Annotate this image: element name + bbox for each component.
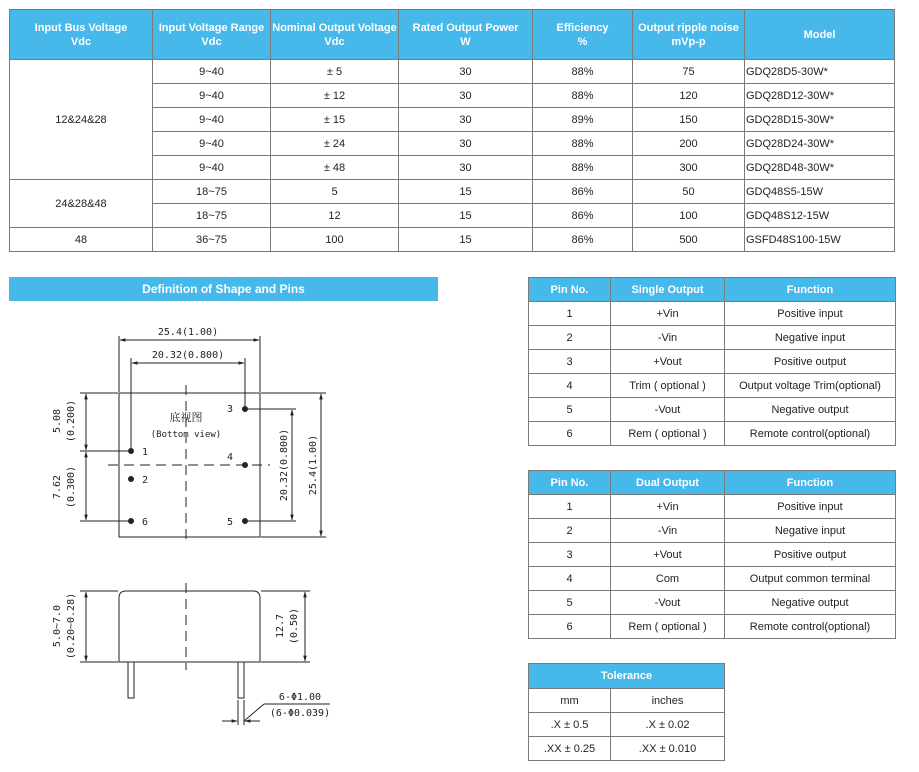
pin-label-1: 1 — [142, 447, 149, 458]
vout-cell: ± 5 — [271, 60, 399, 84]
ripple-cell: 300 — [633, 156, 745, 180]
power-cell: 15 — [399, 204, 533, 228]
table-row — [10, 60, 895, 84]
col-header-pin-no: Pin No. — [529, 471, 611, 495]
range-cell: 9~40 — [153, 156, 271, 180]
col-header-ripple — [633, 10, 745, 60]
pin-signal-cell: -Vout — [611, 398, 725, 422]
pin-signal-cell: Trim ( optional ) — [611, 374, 725, 398]
leader-line — [244, 704, 264, 721]
efficiency-cell: 86% — [533, 228, 633, 252]
model-cell: GDQ28D24-30W* — [745, 132, 895, 156]
table-row — [10, 228, 895, 252]
unit-header-mm: mm — [529, 689, 611, 713]
tolerance-in-cell: .X ± 0.02 — [611, 713, 725, 737]
model-cell: GDQ28D15-30W* — [745, 108, 895, 132]
table-row — [529, 713, 725, 737]
col-header-single-output: Single Output — [611, 278, 725, 302]
dim-left-top-in: (0.200) — [66, 399, 77, 443]
vout-cell: ± 48 — [271, 156, 399, 180]
table-row — [529, 422, 896, 446]
pin-function-cell: Positive input — [725, 302, 896, 326]
mechanical-drawing — [0, 300, 420, 772]
table-row — [529, 519, 896, 543]
col-header-nominal-output — [271, 10, 399, 60]
table-row — [529, 543, 896, 567]
header-line: Efficiency — [556, 21, 609, 34]
dim-side-left-mm: 5.0~7.0 — [52, 604, 63, 648]
pin-label-4: 4 — [227, 452, 234, 463]
table-row — [529, 591, 896, 615]
col-header-model — [745, 10, 895, 60]
pin-function-cell: Output voltage Trim(optional) — [725, 374, 896, 398]
col-header-input-bus — [10, 10, 153, 60]
efficiency-cell: 88% — [533, 132, 633, 156]
table-row — [10, 180, 895, 204]
header-line: Output ripple noise — [638, 21, 739, 34]
spec-header-row — [10, 10, 895, 60]
pin-no-cell: 5 — [529, 591, 611, 615]
dim-side-left-in: (0.20~0.28) — [66, 592, 77, 660]
tolerance-in-cell: .XX ± 0.010 — [611, 737, 725, 761]
pin-signal-cell: -Vin — [611, 519, 725, 543]
col-header-efficiency — [533, 10, 633, 60]
bus-voltage-cell: 48 — [10, 228, 153, 252]
pin-6-dot — [128, 518, 134, 524]
pin-no-cell: 2 — [529, 519, 611, 543]
col-header-rated-power — [399, 10, 533, 60]
table-row — [529, 326, 896, 350]
tolerance-title: Tolerance — [529, 664, 725, 689]
efficiency-cell: 86% — [533, 180, 633, 204]
tolerance-title-row — [529, 664, 725, 689]
dim-left-top-mm: 5.08 — [52, 408, 63, 434]
table-row — [529, 737, 725, 761]
pin-label-2: 2 — [142, 475, 149, 486]
pin-no-cell: 4 — [529, 374, 611, 398]
table-row — [529, 374, 896, 398]
header-unit: Vdc — [70, 35, 92, 48]
vout-cell: ± 15 — [271, 108, 399, 132]
header-unit: Vdc — [324, 35, 345, 48]
header-line: Rated Output Power — [412, 21, 519, 34]
efficiency-cell: 89% — [533, 108, 633, 132]
dim-left-bottom-in: (0.300) — [66, 465, 77, 509]
pin-no-cell: 3 — [529, 543, 611, 567]
pin-signal-cell: Rem ( optional ) — [611, 615, 725, 639]
pin-5-dot — [242, 518, 248, 524]
range-cell: 9~40 — [153, 84, 271, 108]
power-cell: 30 — [399, 156, 533, 180]
single-output-pin-table — [528, 277, 896, 446]
ripple-cell: 150 — [633, 108, 745, 132]
ripple-cell: 50 — [633, 180, 745, 204]
pin-function-cell: Negative input — [725, 326, 896, 350]
header-line: Input Voltage Range — [158, 21, 265, 34]
pin-3-dot — [242, 406, 248, 412]
header-unit: Vdc — [201, 35, 222, 48]
pin-function-cell: Remote control(optional) — [725, 422, 896, 446]
pin-no-cell: 5 — [529, 398, 611, 422]
col-header-function: Function — [725, 471, 896, 495]
power-cell: 15 — [399, 180, 533, 204]
table-row — [529, 398, 896, 422]
range-cell: 36~75 — [153, 228, 271, 252]
table-row — [529, 689, 725, 713]
col-header-dual-output: Dual Output — [611, 471, 725, 495]
pin-function-cell: Negative output — [725, 398, 896, 422]
pin-no-cell: 2 — [529, 326, 611, 350]
table-row — [529, 495, 896, 519]
bottom-view-label-en: (Bottom view) — [150, 430, 222, 440]
header-line: Nominal Output Voltage — [272, 21, 397, 34]
vout-cell: ± 12 — [271, 84, 399, 108]
pin-function-cell: Remote control(optional) — [725, 615, 896, 639]
table-row — [529, 567, 896, 591]
ripple-cell: 120 — [633, 84, 745, 108]
pin-4-dot — [242, 462, 248, 468]
header-line: Input Bus Voltage — [34, 21, 128, 34]
spec-table — [9, 9, 895, 252]
model-cell: GSFD48S100-15W — [745, 228, 895, 252]
pin-function-cell: Positive input — [725, 495, 896, 519]
dim-width-label: 25.4(1.00) — [157, 327, 219, 338]
table-row — [529, 302, 896, 326]
range-cell: 18~75 — [153, 204, 271, 228]
dim-pin-span-label: 20.32(0.800) — [151, 350, 225, 361]
pin-no-cell: 4 — [529, 567, 611, 591]
header-unit: % — [577, 35, 588, 48]
side-pin-left — [128, 662, 134, 698]
range-cell: 9~40 — [153, 108, 271, 132]
pin-function-cell: Negative output — [725, 591, 896, 615]
power-cell: 30 — [399, 60, 533, 84]
efficiency-cell: 88% — [533, 60, 633, 84]
pin-function-cell: Positive output — [725, 543, 896, 567]
efficiency-cell: 86% — [533, 204, 633, 228]
header-line: Model — [803, 28, 836, 41]
pin-signal-cell: -Vout — [611, 591, 725, 615]
pin-label-6: 6 — [142, 517, 149, 528]
pin-signal-cell: +Vin — [611, 495, 725, 519]
shape-section-title: Definition of Shape and Pins — [9, 277, 438, 301]
pin-signal-cell: +Vin — [611, 302, 725, 326]
pin-function-cell: Output common terminal — [725, 567, 896, 591]
power-cell: 30 — [399, 108, 533, 132]
pin-signal-cell: +Vout — [611, 543, 725, 567]
pin-2-dot — [128, 476, 134, 482]
col-header-pin-no: Pin No. — [529, 278, 611, 302]
ripple-cell: 200 — [633, 132, 745, 156]
col-header-input-range — [153, 10, 271, 60]
pin-signal-cell: Com — [611, 567, 725, 591]
pin-no-cell: 6 — [529, 422, 611, 446]
pin-no-cell: 3 — [529, 350, 611, 374]
pin-signal-cell: Rem ( optional ) — [611, 422, 725, 446]
ripple-cell: 75 — [633, 60, 745, 84]
model-cell: GDQ48S5-15W — [745, 180, 895, 204]
range-cell: 9~40 — [153, 132, 271, 156]
dim-pin-dia-in: (6-Φ0.039) — [269, 708, 331, 719]
header-unit: mVp-p — [671, 35, 706, 48]
model-cell: GDQ28D5-30W* — [745, 60, 895, 84]
tolerance-mm-cell: .X ± 0.5 — [529, 713, 611, 737]
col-header-function: Function — [725, 278, 896, 302]
module-body-side-view — [119, 591, 260, 662]
dim-pin-dia-mm: 6-Φ1.00 — [278, 692, 322, 703]
range-cell: 18~75 — [153, 180, 271, 204]
pin-no-cell: 6 — [529, 615, 611, 639]
pin-function-cell: Negative input — [725, 519, 896, 543]
tolerance-table — [528, 663, 725, 761]
pin-header-row — [529, 471, 896, 495]
table-row — [529, 615, 896, 639]
efficiency-cell: 88% — [533, 84, 633, 108]
power-cell: 15 — [399, 228, 533, 252]
pin-1-dot — [128, 448, 134, 454]
table-row — [529, 350, 896, 374]
vout-cell: 12 — [271, 204, 399, 228]
bottom-view-label-cn: 底视图 — [169, 411, 203, 424]
pin-signal-cell: +Vout — [611, 350, 725, 374]
side-pin-right — [238, 662, 244, 698]
model-cell: GDQ48S12-15W — [745, 204, 895, 228]
dim-left-bottom-mm: 7.62 — [52, 474, 63, 500]
pin-label-5: 5 — [227, 517, 234, 528]
pin-no-cell: 1 — [529, 495, 611, 519]
ripple-cell: 500 — [633, 228, 745, 252]
pin-signal-cell: -Vin — [611, 326, 725, 350]
efficiency-cell: 88% — [533, 156, 633, 180]
dim-right-outer-label: 25.4(1.00) — [308, 434, 319, 496]
bus-voltage-cell: 12&24&28 — [10, 60, 153, 180]
pin-label-3: 3 — [227, 404, 234, 415]
ripple-cell: 100 — [633, 204, 745, 228]
vout-cell: 5 — [271, 180, 399, 204]
dim-side-height-in: (0.50) — [289, 607, 300, 645]
dim-side-height-mm: 12.7 — [275, 613, 286, 639]
dim-right-inner-label: 20.32(0.800) — [279, 428, 290, 502]
model-cell: GDQ28D48-30W* — [745, 156, 895, 180]
tolerance-mm-cell: .XX ± 0.25 — [529, 737, 611, 761]
vout-cell: 100 — [271, 228, 399, 252]
bus-voltage-cell: 24&28&48 — [10, 180, 153, 228]
power-cell: 30 — [399, 84, 533, 108]
model-cell: GDQ28D12-30W* — [745, 84, 895, 108]
range-cell: 9~40 — [153, 60, 271, 84]
pin-header-row — [529, 278, 896, 302]
pin-no-cell: 1 — [529, 302, 611, 326]
unit-header-inches: inches — [611, 689, 725, 713]
pin-function-cell: Positive output — [725, 350, 896, 374]
power-cell: 30 — [399, 132, 533, 156]
dual-output-pin-table — [528, 470, 896, 639]
header-unit: W — [460, 35, 471, 48]
vout-cell: ± 24 — [271, 132, 399, 156]
